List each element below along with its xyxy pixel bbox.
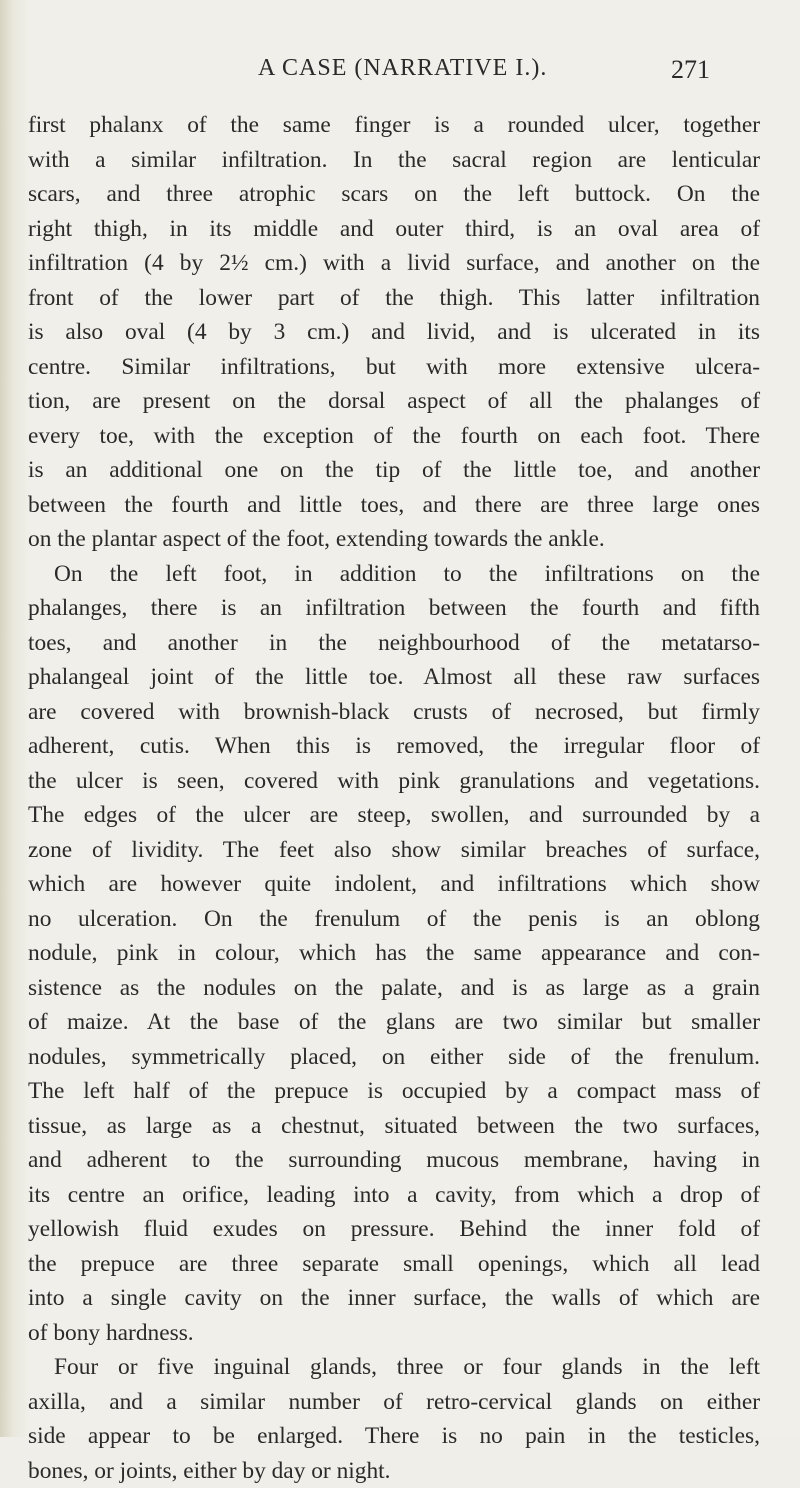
text-line: of bony hardness. (28, 1316, 760, 1351)
text-line: no ulceration. On the frenulum of the penis is an oblong (28, 902, 760, 937)
text-line: the prepuce are three separate small openings, which all lead (28, 1247, 760, 1282)
text-line: toes, and another in the neighbourhood of the metatarso- (28, 626, 760, 661)
text-line: phalangeal joint of the little toe. Almost all these raw surfaces (28, 660, 760, 695)
text-line: tion, are present on the dorsal aspect of all the phalanges of (28, 384, 760, 419)
page-number: 271 (671, 55, 710, 85)
text-line: tissue, as large as a chestnut, situated between the two surfaces, (28, 1109, 760, 1144)
text-line: front of the lower part of the thigh. This latter infiltration (28, 281, 760, 316)
text-line: The left half of the prepuce is occupied by a compact mass of (28, 1074, 760, 1109)
text-line: is also oval (4 by 3 cm.) and livid, and is ulcerated in its (28, 315, 760, 350)
text-line: is an additional one on the tip of the little toe, and another (28, 453, 760, 488)
text-line: and adherent to the surrounding mucous membrane, having in (28, 1143, 760, 1178)
text-line: first phalanx of the same finger is a rounded ulcer, together (28, 108, 760, 143)
paragraph-start-line: On the left foot, in addition to the infiltrations on the (28, 557, 760, 592)
text-line: right thigh, in its middle and outer third, is an oval area of (28, 212, 760, 247)
text-line: the ulcer is seen, covered with pink granulations and vegetations. (28, 764, 760, 799)
running-title: A CASE (NARRATIVE I.). (258, 55, 547, 82)
text-line: adherent, cutis. When this is removed, the irregular floor of (28, 729, 760, 764)
text-line: infiltration (4 by 2½ cm.) with a livid surface, and another on the (28, 246, 760, 281)
text-line: The edges of the ulcer are steep, swollen, and surrounded by a (28, 798, 760, 833)
text-line: between the fourth and little toes, and there are three large ones (28, 488, 760, 523)
text-line: into a single cavity on the inner surface, the walls of which are (28, 1281, 760, 1316)
text-line: scars, and three atrophic scars on the left buttock. On the (28, 177, 760, 212)
text-line: nodule, pink in colour, which has the same appearance and con- (28, 936, 760, 971)
text-line: centre. Similar infiltrations, but with more extensive ulcera- (28, 350, 760, 385)
text-line: phalanges, there is an infiltration between the fourth and fifth (28, 591, 760, 626)
text-line: with a similar infiltration. In the sacral region are lenticular (28, 143, 760, 178)
text-line: every toe, with the exception of the fourth on each foot. There (28, 419, 760, 454)
body-text (28, 108, 760, 1488)
text-line: which are however quite indolent, and infiltrations which show (28, 867, 760, 902)
text-line: of maize. At the base of the glans are two similar but smaller (28, 1005, 760, 1040)
paragraph-start-line: Four or five inguinal glands, three or four glands in the left (28, 1350, 760, 1385)
text-line: nodules, symmetrically placed, on either side of the frenulum. (28, 1040, 760, 1075)
text-line: on the plantar aspect of the foot, extending towards the ankle. (28, 522, 760, 557)
text-line: side appear to be enlarged. There is no pain in the testicles, (28, 1419, 760, 1454)
page-header (0, 55, 800, 95)
text-line: yellowish fluid exudes on pressure. Behind the inner fold of (28, 1212, 760, 1247)
text-line: sistence as the nodules on the palate, and is as large as a grain (28, 971, 760, 1006)
text-line: are covered with brownish-black crusts of necrosed, but firmly (28, 695, 760, 730)
text-line: bones, or joints, either by day or night. (28, 1454, 760, 1488)
text-line: its centre an orifice, leading into a cavity, from which a drop of (28, 1178, 760, 1213)
text-line: zone of lividity. The feet also show similar breaches of surface, (28, 833, 760, 868)
text-line: axilla, and a similar number of retro-cervical glands on either (28, 1385, 760, 1420)
